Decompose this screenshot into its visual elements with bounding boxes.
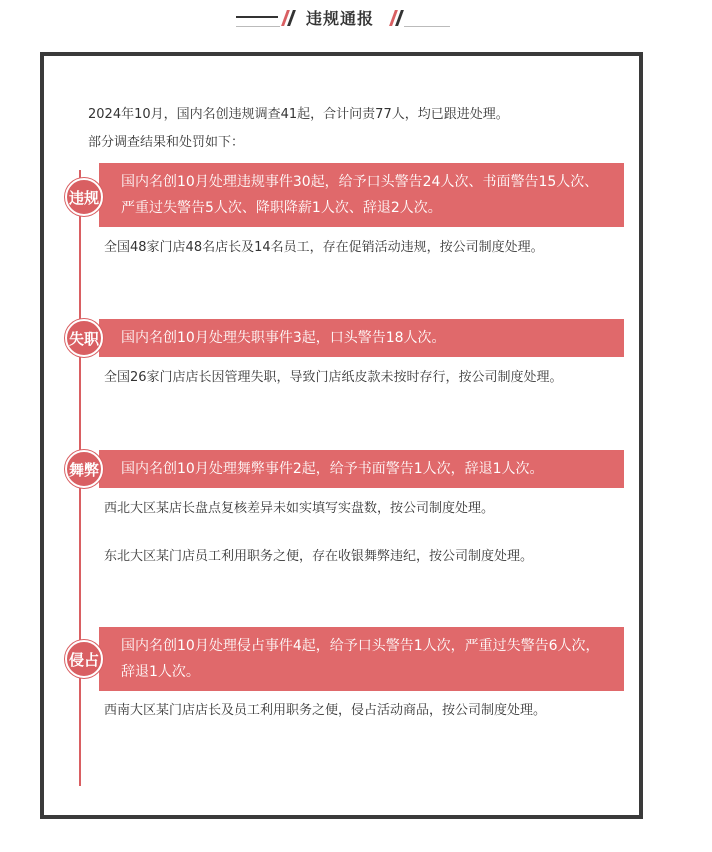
header: [0, 0, 712, 40]
page-title: 违规通报: [306, 9, 375, 28]
intro-line: 2024年10月，国内名创违规调查41起，合计问责77人，均已跟进处理。: [88, 107, 509, 122]
header-decor-line: [236, 26, 280, 27]
header-decor-line: [236, 16, 278, 18]
section-banner: 国内名创10月处理侵占事件4起，给予口头警告1人次，严重过失警告6人次，辞退1人次。: [99, 627, 624, 691]
section-detail: 全国48家门店48名店长及14名员工，存在促销活动违规，按公司制度处理。: [104, 240, 544, 255]
section-detail: 东北大区某门店员工利用职务之便，存在收银舞弊违纪，按公司制度处理。: [104, 549, 534, 564]
section-badge: 侵占: [65, 640, 103, 678]
section-badge: 失职: [65, 319, 103, 357]
section-badge: 违规: [65, 178, 103, 216]
section-detail: 西南大区某门店店长及员工利用职务之便，侵占活动商品，按公司制度处理。: [104, 703, 547, 718]
section-detail: 西北大区某店长盘点复核差异未如实填写实盘数，按公司制度处理。: [104, 501, 495, 516]
section-banner: 国内名创10月处理舞弊事件2起，给予书面警告1人次，辞退1人次。: [99, 450, 624, 488]
header-decor-line: [404, 26, 450, 27]
section-banner: 国内名创10月处理失职事件3起，口头警告18人次。: [99, 319, 624, 357]
intro-line: 部分调查结果和处罚如下：: [88, 135, 245, 150]
section-badge: 舞弊: [65, 450, 103, 488]
section-detail: 全国26家门店店长因管理失职，导致门店纸皮款未按时存行，按公司制度处理。: [104, 370, 563, 385]
section-banner: 国内名创10月处理违规事件30起，给予口头警告24人次、书面警告15人次、严重过失警告5人次、降职降薪1人次、辞退2人次。: [99, 163, 624, 227]
